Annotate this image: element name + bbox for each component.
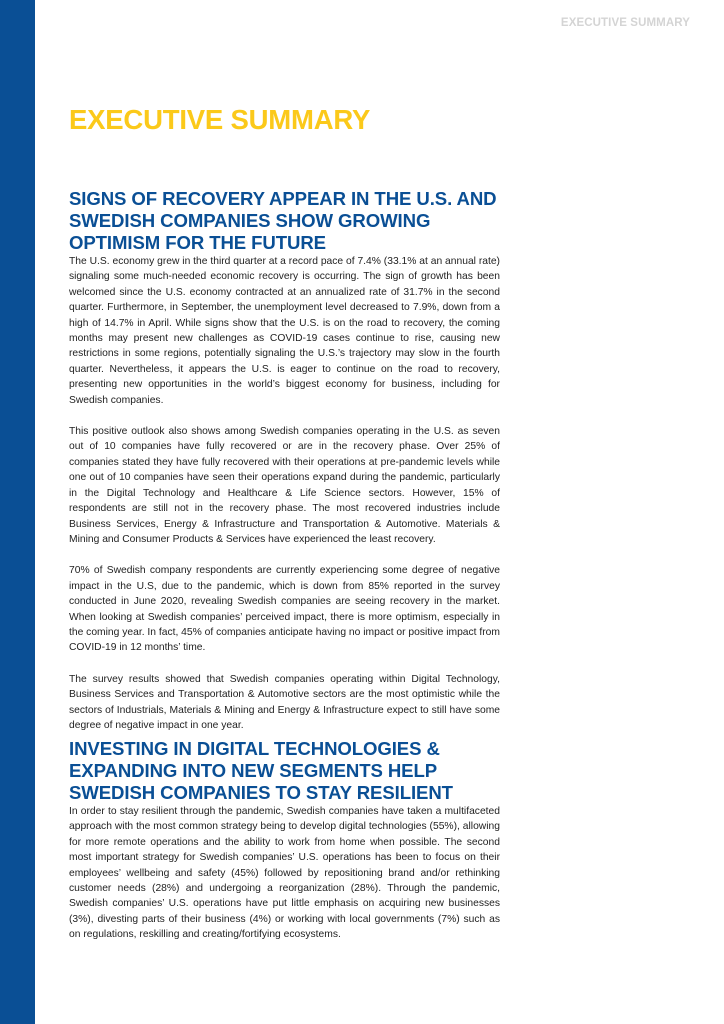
paragraph: The U.S. economy grew in the third quarter at a record pace of 7.4% (33.1% at an annual rate) signaling some much-needed economic recovery is occurring. The sign of growth has been welcomed since the U.S. economy contracted at an annualized rate of 31.7% in the second quarter. Furthermore, in September, the unemployment level decreased to 7.9%, down from a high of 14.7% in April. While signs show that the U.S. is on the road to recovery, the coming months may present new challenges as COVID-19 cases continue to rise, causing new restrictions in some regions, potentially signaling the U.S.’s trajectory may slow in the fourth quarter. Nevertheless, it appears the U.S. is eager to continue on the road to recovery, presenting new opportunities in the world’s biggest economy for business, including for Swedish companies. — [69, 256, 500, 406]
paragraph: In order to stay resilient through the pandemic, Swedish companies have taken a multifaceted approach with the most common strategy being to develop digital technologies (55%), allowing for more remote operations and the ability to work from home when possible. The second most important strategy for Swedish companies’ U.S. operations has been to focus on their employees’ wellbeing and safety (45%) followed by repositioning brand and/or rethinking customer needs (28%) and undergoing a reorganization (28%). Through the pandemic, Swedish companies’ U.S. operations have put little emphasis on acquiring new businesses (3%), divesting parts of their business (4%) or working with local governments (7%) such as on regulations, reskilling and creating/fortifying ecosystems. — [69, 806, 500, 941]
paragraph: The survey results showed that Swedish companies operating within Digital Technology, Business Services and Transportation & Automotive sectors are the most optimistic while the sectors of Industrials, Materials & Mining and Energy & Infrastructure expect to still have some degree of negative impact in one year. — [69, 673, 500, 731]
page-title: EXECUTIVE SUMMARY — [69, 104, 371, 135]
running-header: EXECUTIVE SUMMARY — [560, 17, 690, 29]
paragraph: This positive outlook also shows among Swedish companies operating in the U.S. as seven out of 10 companies have fully recovered or are in the recovery phase. Over 25% of companies stated they have fully recovered with their operations at pre-pandemic levels while one out of 10 companies have seen their operations expand during the pandemic, particularly in the Digital Technology and Healthcare & Life Science sectors. However, 15% of respondents are still not in the recovery phase. The most recovered industries include Business Services, Energy & Infrastructure and Transportation & Automotive. Materials & Mining and Consumer Products & Services have experienced the least recovery. — [69, 426, 500, 545]
section-recovery — [69, 188, 500, 733]
section-heading: INVESTING IN DIGITAL TECHNOLOGIES & EXPANDING INTO NEW SEGMENTS HELP SWEDISH COMPANIES TO STAY RESILIENT — [69, 738, 453, 803]
side-color-bar — [0, 0, 35, 1024]
section-heading: SIGNS OF RECOVERY APPEAR IN THE U.S. AND SWEDISH COMPANIES SHOW GROWING OPTIMISM FOR THE FUTURE — [69, 188, 497, 253]
section-digital-technologies — [69, 738, 500, 943]
paragraph: 70% of Swedish company respondents are currently experiencing some degree of negative impact in the U.S, due to the pandemic, which is down from 85% reported in the survey conducted in June 2020, revealing Swedish companies are seeing recovery in the market. When looking at Swedish companies’ perceived impact, there is more optimism, especially in the coming year. In fact, 45% of companies anticipate having no impact or positive impact from COVID-19 in 12 months’ time. — [69, 565, 500, 654]
